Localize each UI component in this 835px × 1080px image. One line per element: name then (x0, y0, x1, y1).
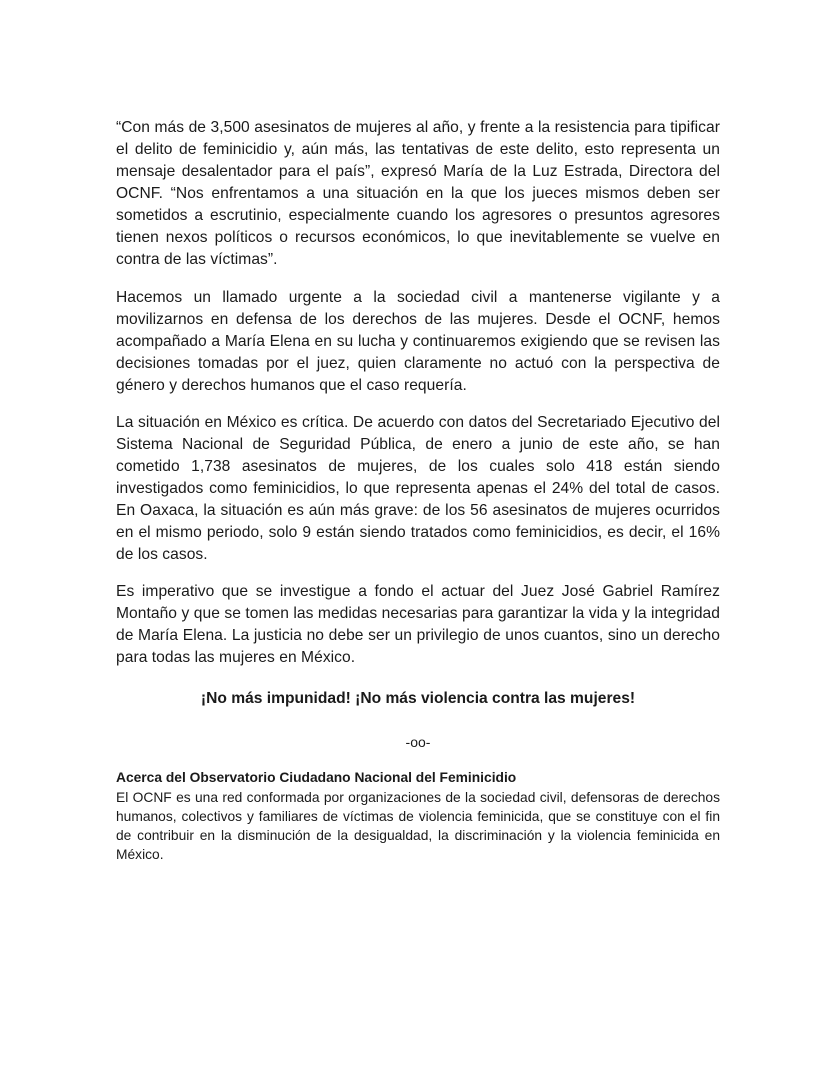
about-paragraph: El OCNF es una red conformada por organizaciones de la sociedad civil, defensoras de derechos humanos, colectivos y familiares de víctimas de violencia feminicida, que se constituye con el fin de contribuir en la disminución de la desigualdad, la discriminación y la violencia feminicida en México. (116, 790, 720, 862)
slogan: ¡No más impunidad! ¡No más violencia contra las mujeres! (200, 690, 636, 707)
section-separator: -oo- (405, 734, 431, 750)
paragraph-statistics: La situación en México es crítica. De acuerdo con datos del Secretariado Ejecutivo del Sistema Nacional de Seguridad Pública, de enero a junio de este año, se han cometido 1,738 asesinatos de mujeres, de los cuales solo 418 están siendo investigados como feminicidios, lo que representa apenas el 24% del total de casos. En Oaxaca, la situación es aún más grave: de los 56 asesinatos de mujeres ocurridos en el mismo periodo, solo 9 están siendo tratados como feminicidios, es decir, el 16% de los casos. (116, 414, 720, 563)
paragraph-quote-estrada: “Con más de 3,500 asesinatos de mujeres al año, y frente a la resistencia para tipificar el delito de feminicidio y, aún más, las tentativas de este delito, esto representa un mensaje desalentador para el país”, expresó María de la Luz Estrada, Directora del OCNF. “Nos enfrentamos a una situación en la que los jueces mismos deben ser sometidos a escrutinio, especialmente cuando los agresores o presuntos agresores tienen nexos políticos o recursos económicos, lo que inevitablemente se vuelve en contra de las víctimas”. (116, 119, 720, 268)
paragraph-demand-investigation: Es imperativo que se investigue a fondo el actuar del Juez José Gabriel Ramírez Montaño y que se tomen las medidas necesarias para garantizar la vida y la integridad de María Elena. La justicia no debe ser un privilegio de unos cuantos, sino un derecho para todas las mujeres en México. (116, 583, 720, 666)
paragraph-call-to-action: Hacemos un llamado urgente a la sociedad civil a mantenerse vigilante y a movilizarnos en defensa de los derechos de las mujeres. Desde el OCNF, hemos acompañado a María Elena en su lucha y continuaremos exigiendo que se revisen las decisiones tomadas por el juez, quien claramente no actuó con la perspectiva de género y derechos humanos que el caso requería. (116, 289, 720, 394)
about-heading: Acerca del Observatorio Ciudadano Nacional del Feminicidio (116, 770, 517, 785)
